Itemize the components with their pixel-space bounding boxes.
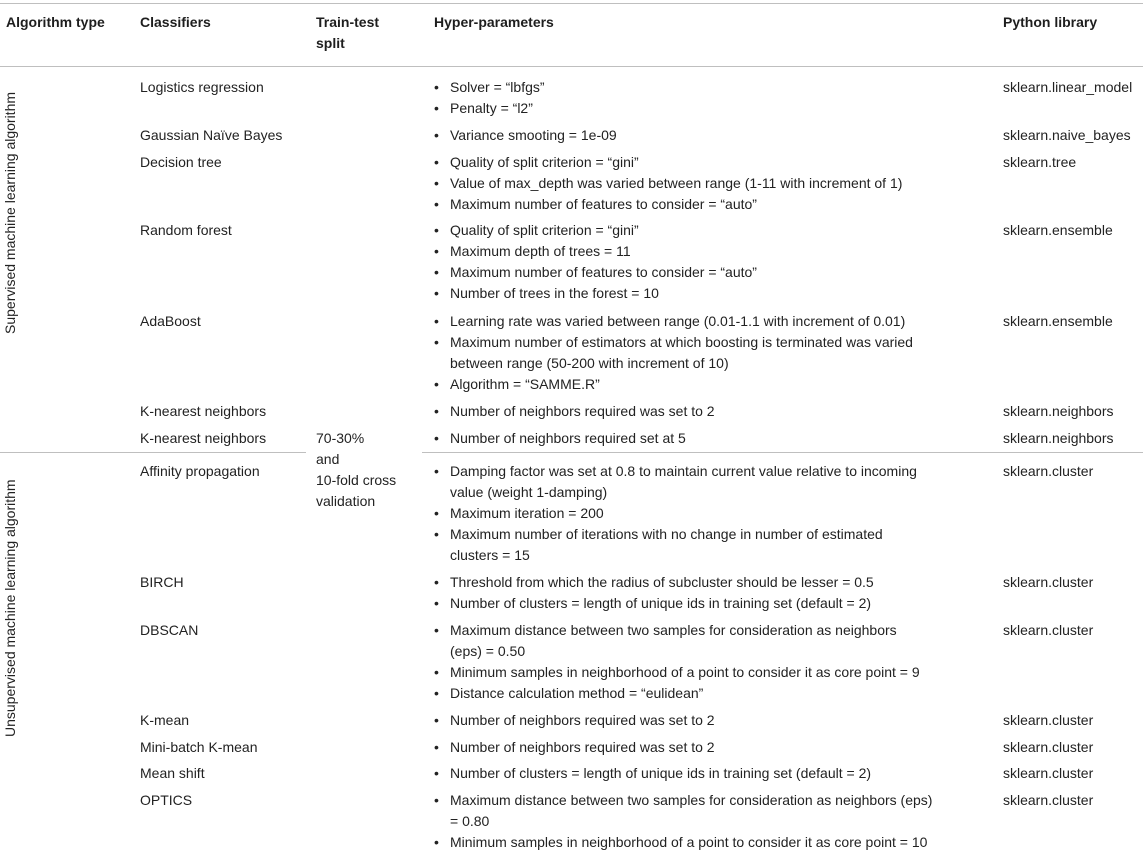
hyper-parameter-text: Value of max_depth was varied between range (1-11 with increment of 1) <box>450 175 903 191</box>
hyper-parameter-item <box>434 832 994 853</box>
hyper-parameter-item <box>434 461 994 482</box>
bullet-icon: • <box>434 595 439 611</box>
hyper-parameter-item <box>434 593 994 614</box>
hyper-parameter-item <box>434 572 994 593</box>
hyper-parameter-text: value (weight 1-damping) <box>450 484 608 500</box>
bullet-icon: • <box>434 222 439 238</box>
hyper-parameter-list <box>434 572 994 614</box>
split-line3: 10-fold cross <box>316 472 397 488</box>
bullet-icon: • <box>434 313 439 329</box>
hyper-parameter-item <box>434 641 994 662</box>
python-library: sklearn.cluster <box>1003 574 1094 590</box>
hyper-parameter-item <box>434 545 994 566</box>
hyper-parameter-text: Maximum number of iterations with no change in number of estimated <box>450 526 883 542</box>
hyper-parameter-text: Maximum distance between two samples for consideration as neighbors <box>450 622 897 638</box>
hyper-parameter-item <box>434 683 994 704</box>
hyper-parameter-text: Number of clusters = length of unique ids in training set (default = 2) <box>450 595 872 611</box>
hyper-parameter-text: Maximum depth of trees = 11 <box>450 243 631 259</box>
hyper-parameter-item <box>434 763 994 784</box>
hyper-parameter-text: Maximum number of features to consider = “auto” <box>450 264 757 280</box>
bullet-icon: • <box>434 622 439 638</box>
hyper-parameter-text: (eps) = 0.50 <box>450 643 526 659</box>
bullet-icon: • <box>434 526 439 542</box>
hyper-parameter-list <box>434 461 994 566</box>
hyper-parameter-item <box>434 374 994 395</box>
hyper-parameter-item <box>434 710 994 731</box>
hyper-parameter-text: Number of neighbors required was set to 2 <box>450 712 715 728</box>
group-label-unsupervised: Unsupervised machine learning algorithm <box>2 479 18 737</box>
hyper-parameter-list <box>434 401 994 422</box>
hyper-parameter-item <box>434 620 994 641</box>
python-library: sklearn.naive_bayes <box>1003 127 1131 143</box>
group-label-supervised: Supervised machine learning algorithm <box>2 91 18 334</box>
classifier-name: Decision tree <box>140 154 222 170</box>
classifier-name: Mini-batch K-mean <box>140 739 258 755</box>
classifier-name: K-mean <box>140 712 190 728</box>
python-library: sklearn.cluster <box>1003 765 1094 781</box>
hyper-parameter-text: Distance calculation method = “eulidean” <box>450 685 704 701</box>
hyper-parameter-text: between range (50-200 with increment of 10) <box>450 355 729 371</box>
hyper-parameter-list <box>434 790 994 853</box>
python-library: sklearn.ensemble <box>1003 222 1113 238</box>
bullet-icon: • <box>434 505 439 521</box>
bullet-icon: • <box>434 792 439 808</box>
python-library: sklearn.cluster <box>1003 792 1094 808</box>
split-line2: and <box>316 451 340 467</box>
hyper-parameter-item <box>434 737 994 758</box>
python-library: sklearn.neighbors <box>1003 430 1114 446</box>
split-value <box>316 428 396 512</box>
hyper-parameter-item <box>434 311 994 332</box>
group-divider-rule-right <box>422 452 1143 453</box>
hyper-parameter-text: Penalty = “l2” <box>450 100 533 116</box>
bullet-icon: • <box>434 403 439 419</box>
hyper-parameter-text: Maximum distance between two samples for consideration as neighbors (eps) <box>450 792 933 808</box>
python-library: sklearn.cluster <box>1003 463 1094 479</box>
python-library: sklearn.tree <box>1003 154 1077 170</box>
classifier-name: AdaBoost <box>140 313 201 329</box>
classifier-name: Logistics regression <box>140 79 264 95</box>
hyper-parameter-text: Minimum samples in neighborhood of a point to consider it as core point = 9 <box>450 664 920 680</box>
python-library: sklearn.cluster <box>1003 712 1094 728</box>
classifier-name: Random forest <box>140 222 232 238</box>
hyper-parameter-item <box>434 220 994 241</box>
bullet-icon: • <box>434 175 439 191</box>
bullet-icon: • <box>434 243 439 259</box>
hyper-parameter-text: Threshold from which the radius of subcluster should be lesser = 0.5 <box>450 574 874 590</box>
hyper-parameter-item <box>434 125 994 146</box>
hyper-parameter-text: Damping factor was set at 0.8 to maintain current value relative to incoming <box>450 463 917 479</box>
hyper-parameter-item <box>434 77 994 98</box>
hyper-parameter-item <box>434 283 994 304</box>
bullet-icon: • <box>434 79 439 95</box>
classifier-name: DBSCAN <box>140 622 199 638</box>
hyper-parameter-list <box>434 620 994 704</box>
hyper-parameter-item <box>434 353 994 374</box>
python-library: sklearn.ensemble <box>1003 313 1113 329</box>
python-library: sklearn.cluster <box>1003 622 1094 638</box>
bullet-icon: • <box>434 285 439 301</box>
hyper-parameter-text: Variance smooting = 1e-09 <box>450 127 617 143</box>
classifier-name: Gaussian Naïve Bayes <box>140 127 283 143</box>
hyper-parameter-item <box>434 428 994 449</box>
hyper-parameter-item <box>434 152 994 173</box>
hyper-parameter-list <box>434 152 994 215</box>
bullet-icon: • <box>434 834 439 850</box>
hyper-parameter-item <box>434 811 994 832</box>
bullet-icon: • <box>434 376 439 392</box>
bullet-icon: • <box>434 463 439 479</box>
header-bottom-rule <box>0 66 1143 67</box>
hyper-parameter-list <box>434 125 994 146</box>
split-line4: validation <box>316 493 376 509</box>
hyper-parameter-item <box>434 524 994 545</box>
python-library: sklearn.cluster <box>1003 739 1094 755</box>
hyper-parameter-text: Quality of split criterion = “gini” <box>450 154 639 170</box>
hyper-parameter-list <box>434 311 994 395</box>
bullet-icon: • <box>434 264 439 280</box>
hyper-parameter-list <box>434 737 994 758</box>
hyper-parameter-item <box>434 790 994 811</box>
hyper-parameter-text: Quality of split criterion = “gini” <box>450 222 639 238</box>
bullet-icon: • <box>434 765 439 781</box>
hyper-parameter-text: clusters = 15 <box>450 547 530 563</box>
hyper-parameter-text: Maximum number of estimators at which boosting is terminated was varied <box>450 334 913 350</box>
hyper-parameter-item <box>434 98 994 119</box>
classifier-name: K-nearest neighbors <box>140 430 267 446</box>
bullet-icon: • <box>434 685 439 701</box>
hyper-parameter-text: Number of neighbors required was set to 2 <box>450 403 715 419</box>
python-library: sklearn.neighbors <box>1003 403 1114 419</box>
hyper-parameter-item <box>434 262 994 283</box>
hyper-parameter-list <box>434 428 994 449</box>
header-split-line1: Train-test <box>316 14 380 30</box>
bullet-icon: • <box>434 154 439 170</box>
hyper-parameter-text: Maximum iteration = 200 <box>450 505 604 521</box>
hyper-parameter-list <box>434 710 994 731</box>
hyper-parameter-item <box>434 482 994 503</box>
header-train-test-split <box>316 12 379 54</box>
classifier-name: Mean shift <box>140 765 205 781</box>
hyper-parameter-item <box>434 503 994 524</box>
hyper-parameter-item <box>434 662 994 683</box>
classifier-name: K-nearest neighbors <box>140 403 267 419</box>
classifier-name: Affinity propagation <box>140 463 260 479</box>
hyper-parameter-list <box>434 220 994 304</box>
hyper-parameter-list <box>434 763 994 784</box>
group-divider-rule <box>0 452 306 453</box>
header-algorithm-type: Algorithm type <box>6 14 105 30</box>
hyper-parameter-text: Number of trees in the forest = 10 <box>450 285 659 301</box>
bullet-icon: • <box>434 196 439 212</box>
bullet-icon: • <box>434 664 439 680</box>
hyper-parameter-text: = 0.80 <box>450 813 490 829</box>
classifier-name: BIRCH <box>140 574 184 590</box>
split-line1: 70-30% <box>316 430 365 446</box>
hyper-parameter-text: Maximum number of features to consider = “auto” <box>450 196 757 212</box>
bullet-icon: • <box>434 127 439 143</box>
hyper-parameter-item <box>434 332 994 353</box>
hyper-parameter-text: Number of neighbors required set at 5 <box>450 430 686 446</box>
table-top-rule <box>0 3 1143 4</box>
python-library: sklearn.linear_model <box>1003 79 1133 95</box>
header-split-line2: split <box>316 35 345 51</box>
hyper-parameter-text: Algorithm = “SAMME.R” <box>450 376 600 392</box>
header-python-library: Python library <box>1003 14 1098 30</box>
bullet-icon: • <box>434 712 439 728</box>
bullet-icon: • <box>434 430 439 446</box>
bullet-icon: • <box>434 334 439 350</box>
hyper-parameter-item <box>434 194 994 215</box>
header-classifiers: Classifiers <box>140 14 211 30</box>
classifier-name: OPTICS <box>140 792 193 808</box>
hyper-parameter-text: Solver = “lbfgs” <box>450 79 545 95</box>
hyper-parameter-item <box>434 241 994 262</box>
hyper-parameter-list <box>434 77 994 119</box>
header-hyper-parameters: Hyper-parameters <box>434 14 554 30</box>
hyper-parameter-text: Number of clusters = length of unique ids in training set (default = 2) <box>450 765 872 781</box>
hyper-parameter-text: Minimum samples in neighborhood of a point to consider it as core point = 10 <box>450 834 928 850</box>
bullet-icon: • <box>434 739 439 755</box>
bullet-icon: • <box>434 574 439 590</box>
hyper-parameter-text: Number of neighbors required was set to 2 <box>450 739 715 755</box>
bullet-icon: • <box>434 100 439 116</box>
hyper-parameter-item <box>434 401 994 422</box>
hyper-parameter-text: Learning rate was varied between range (0.01-1.1 with increment of 0.01) <box>450 313 906 329</box>
hyper-parameter-item <box>434 173 994 194</box>
